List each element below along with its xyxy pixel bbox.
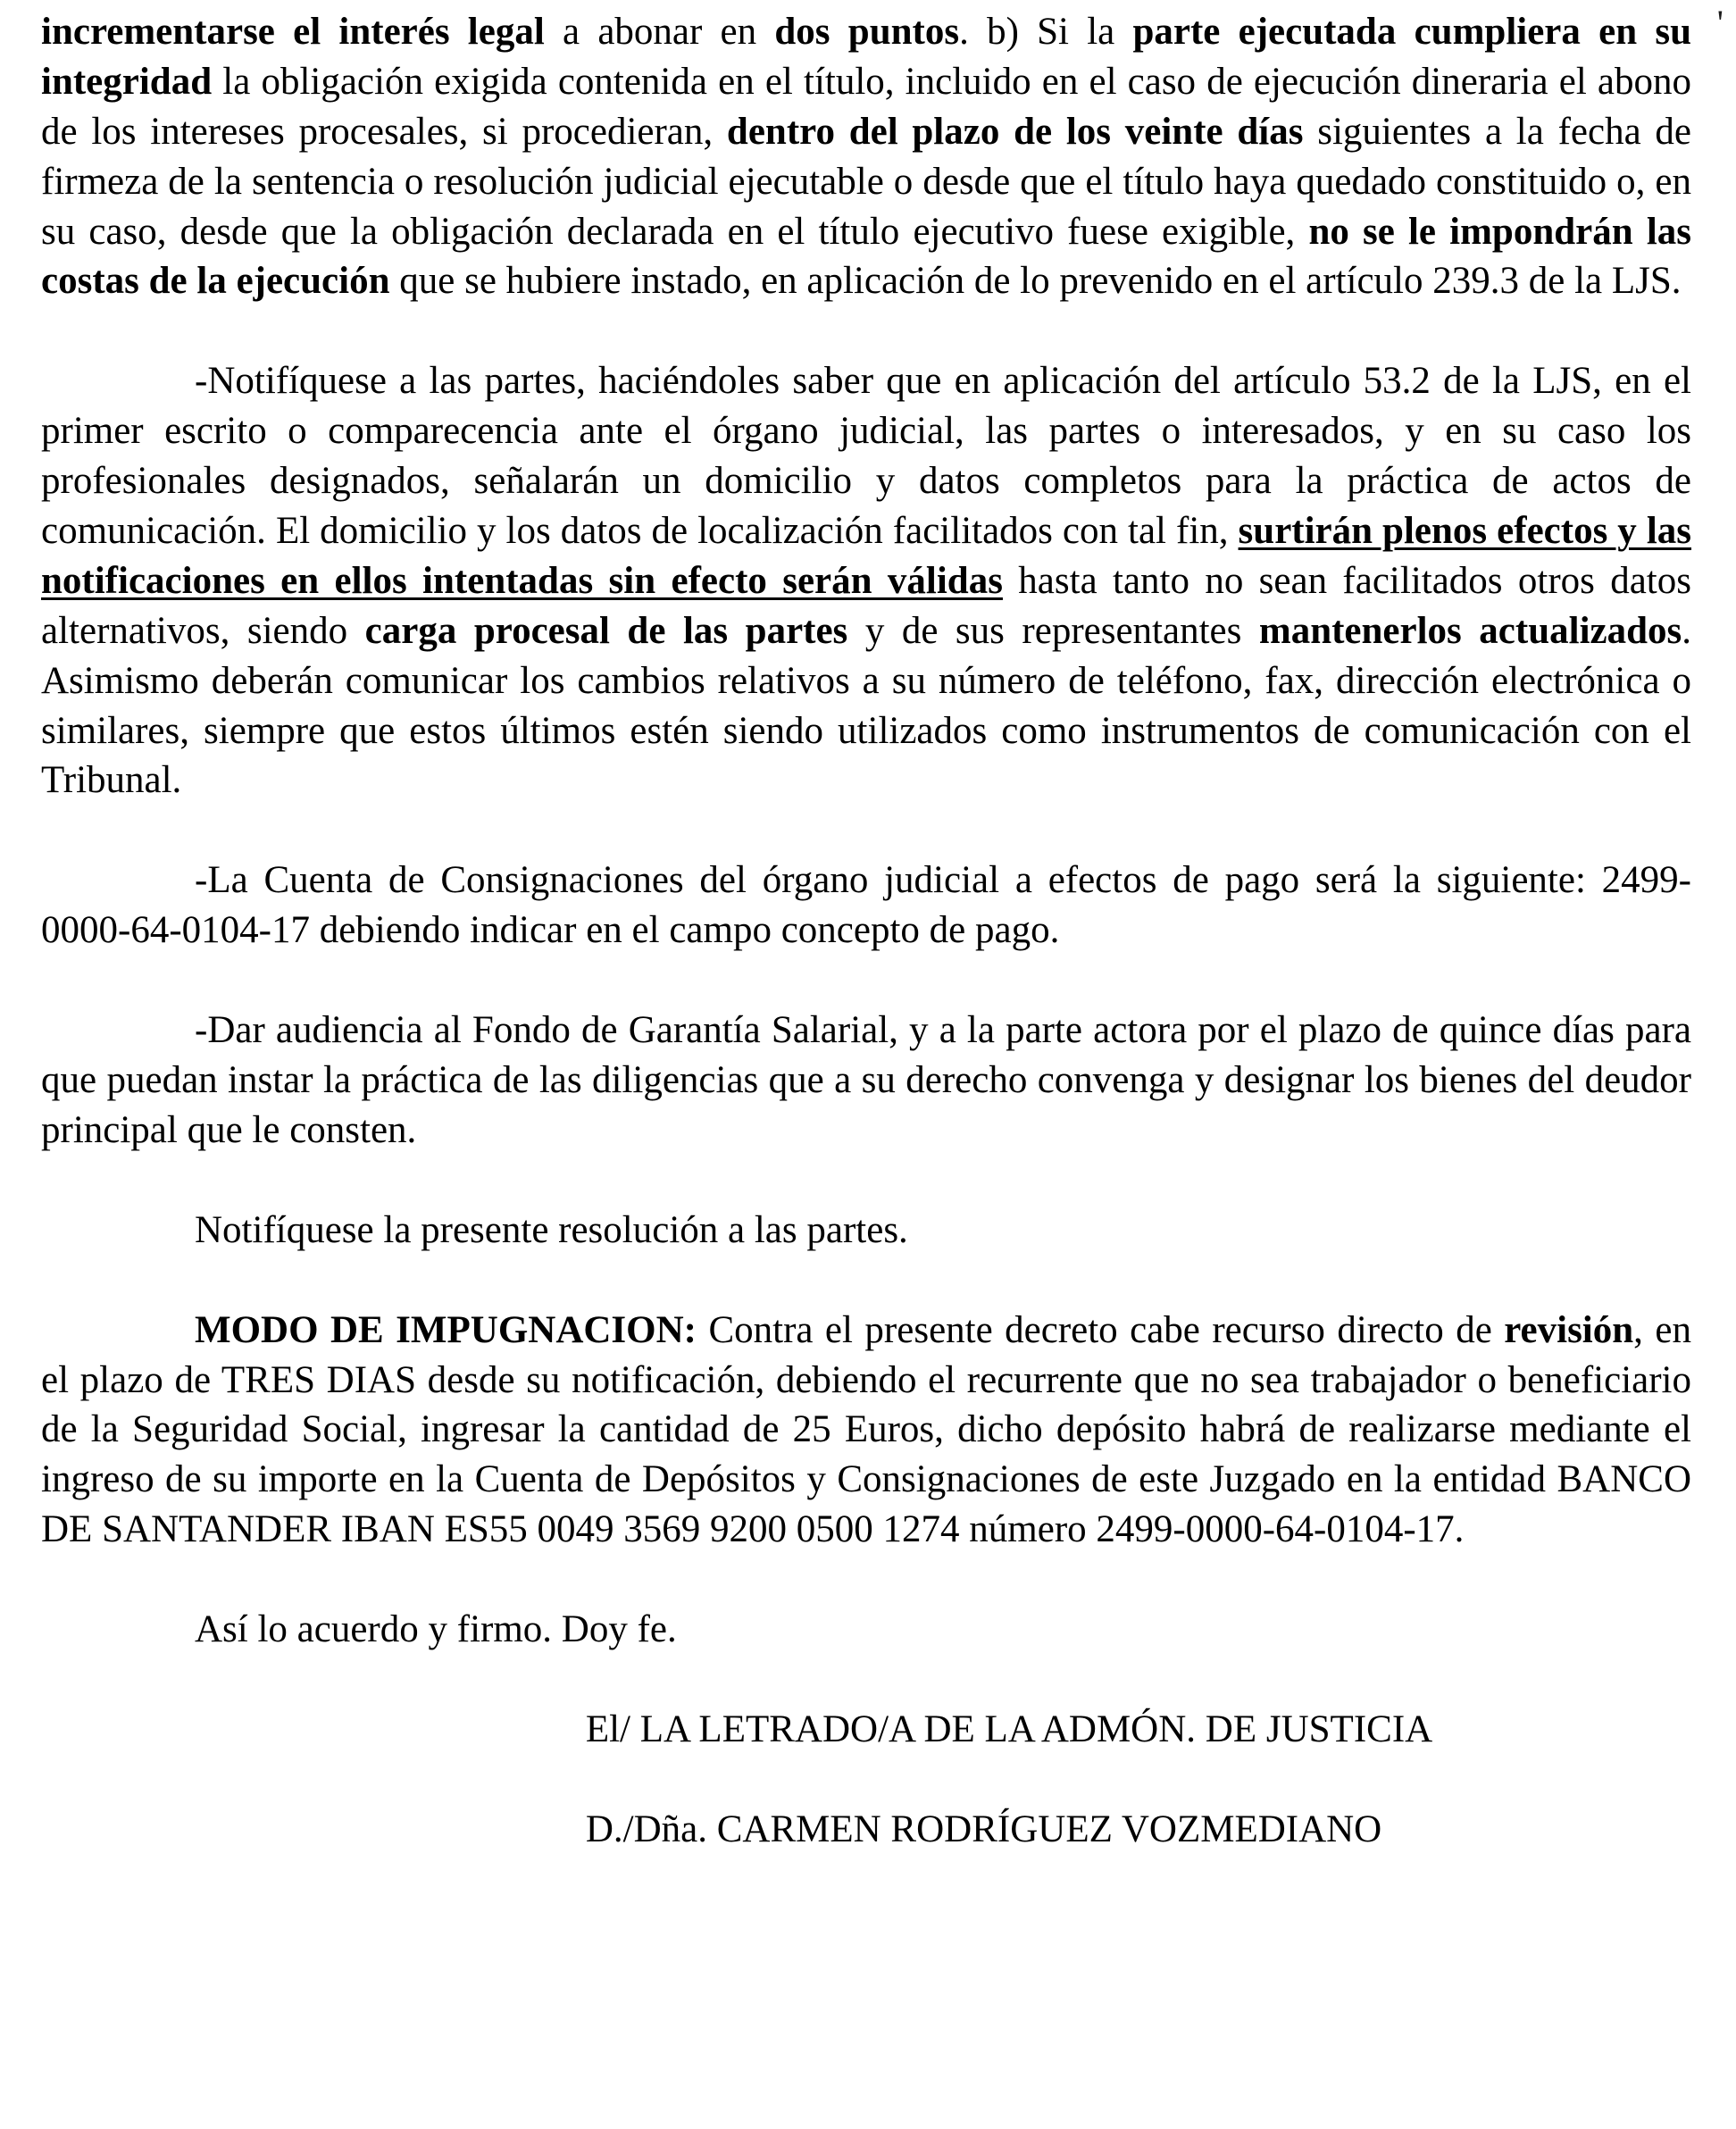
text-run: no se le impondrán las costas de la ejecución — [41, 210, 1691, 303]
text-run: surtirán plenos efectos y las notificaciones en ellos intentadas sin efecto serán válidas — [41, 510, 1692, 602]
paragraph-notifiquese — [41, 1206, 1691, 1256]
text-run: Así lo acuerdo y firmo. Doy fe. — [195, 1608, 677, 1651]
text-run: incrementarse el interés legal — [41, 11, 545, 53]
text-run: -Notifíquese a las partes, haciéndoles saber que en aplicación del artículo 53.2 de la LJS, en el primer escrito o comparecencia ante el órgano judicial, las partes o interesados, y en su caso los profesionales designados, señalarán un domicilio y datos completos para la práctica de actos de comunicación. El domicilio y los datos de localización facilitados con tal fin, — [41, 360, 1691, 553]
text-run: revisión — [1504, 1308, 1634, 1351]
document-body — [41, 7, 1691, 1855]
text-run: la obligación exigida contenida en el título, incluido en el caso de ejecución dineraria el abono de los intereses procesales, si procedieran, — [41, 60, 1691, 153]
text-run: Contra el presente decreto cabe recurso directo de — [696, 1308, 1505, 1351]
text-run: parte ejecutada cumpliera en su integridad — [41, 11, 1691, 103]
text-run: y de sus representantes — [847, 609, 1259, 652]
text-run: -La Cuenta de Consignaciones del órgano judicial a efectos de pago será la siguiente: 2499-0000-64-0104-17 debiendo indicar en el campo concepto de pago. — [41, 859, 1691, 952]
paragraph-cuenta-consignaciones — [41, 856, 1691, 956]
paragraph-firma — [41, 1605, 1691, 1655]
text-run: carga procesal de las partes — [364, 609, 848, 652]
signature-name — [586, 1805, 1691, 1855]
scan-artifact-mark: ' — [1716, 3, 1723, 43]
text-run: a abonar en — [544, 11, 775, 53]
signature-title — [586, 1705, 1691, 1755]
text-run: D./Dña. CARMEN RODRÍGUEZ VOZMEDIANO — [585, 1808, 1382, 1850]
text-run: El/ LA LETRADO/A DE LA ADMÓN. DE JUSTICIA — [585, 1708, 1433, 1751]
text-run: -Dar audiencia al Fondo de Garantía Salarial, y a la parte actora por el plazo de quince días para que puedan instar la práctica de las diligencias que a su derecho convenga y designar los bienes del deudor principal que le consten. — [41, 1009, 1691, 1151]
paragraph-notificaciones — [41, 356, 1691, 806]
text-run: dentro del plazo de los veinte días — [726, 110, 1304, 153]
paragraph-modo-impugnacion — [41, 1306, 1691, 1555]
text-run: siguientes a la fecha de firmeza de la sentencia o resolución judicial ejecutable o desde que el título haya quedado constituido o, en su caso, desde que la obligación declarada en el título ejecutivo fuese exigible, — [41, 110, 1691, 253]
text-run: . Asimismo deberán comunicar los cambios relativos a su número de teléfono, fax, dirección electrónica o similares, siempre que estos últimos estén siendo utilizados como instrumentos de comunicación con el Tribunal. — [41, 609, 1691, 802]
text-run: dos puntos — [774, 11, 960, 53]
text-run: , en el plazo de TRES DIAS desde su notificación, debiendo el recurrente que no sea trabajador o beneficiario de la Seguridad Social, ingresar la cantidad de 25 Euros, dicho depósito habrá de realizarse mediante el ingreso de su importe en la Cuenta de Depósitos y Consignaciones de este Juzgado en la entidad BANCO DE SANTANDER IBAN ES55 0049 3569 9200 0500 1274 número 2499-0000-64-0104-17. — [41, 1308, 1691, 1551]
text-run: hasta tanto no sean facilitados otros datos alternativos, siendo — [41, 559, 1691, 652]
text-run: MODO DE IMPUGNACION: — [195, 1308, 697, 1351]
paragraph-costas-ejecucion — [41, 7, 1691, 306]
text-run: Notifíquese la presente resolución a las partes. — [195, 1208, 908, 1251]
paragraph-audiencia-fogasa — [41, 1006, 1691, 1156]
text-run: mantenerlos actualizados — [1258, 609, 1682, 652]
text-run: que se hubiere instado, en aplicación de lo prevenido en el artículo 239.3 de la LJS. — [389, 260, 1682, 303]
text-run: . b) Si la — [959, 11, 1133, 53]
